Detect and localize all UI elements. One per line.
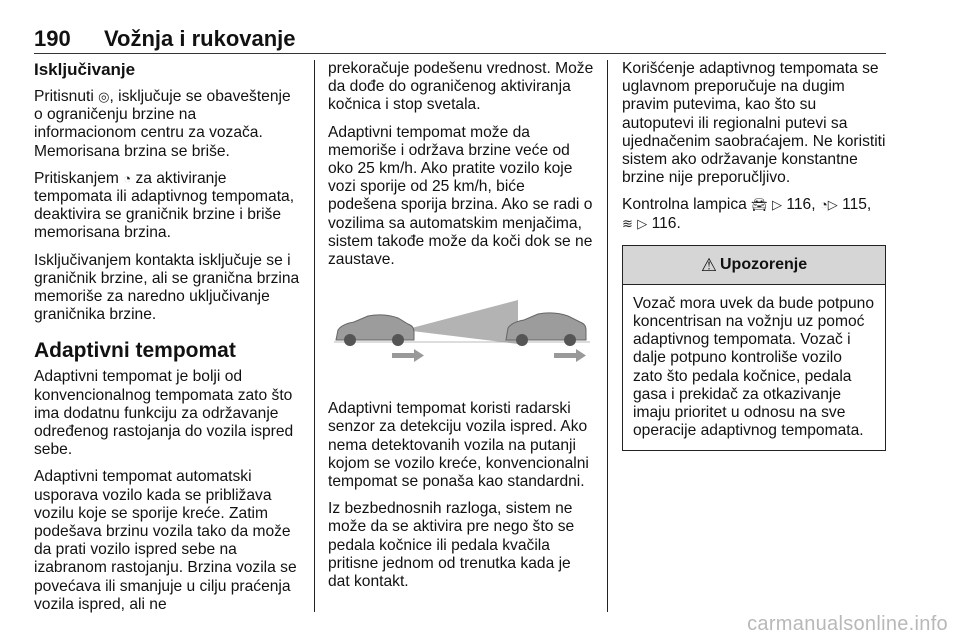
radar-illustration: [328, 278, 594, 386]
warning-title: Upozorenje: [720, 255, 808, 273]
text: 116.: [647, 214, 681, 232]
paragraph: [34, 88, 302, 161]
paragraph: Isključivanjem kontakta isključuje se i graničnik brzine, ali se granična brzina memoriše za naredno uključivanje graničnika brzine.: [34, 251, 300, 324]
paragraph: prekoračuje podešenu vrednost. Može da dođe do ograničenog aktiviranja kočnica i stop svetala.: [328, 60, 594, 114]
page-number: 190: [34, 26, 71, 51]
paragraph: [34, 170, 302, 243]
paragraph: Adaptivni tempomat automatski usporava vozilo kada se približava vozilu koje se sporije kreće. Zatim podešava brzinu vozila tako da može da prati vozilo ispred sebe na izabranom rastojanju. Brzina vozila se povećava ili smanjuje u cilju praćenja vozila ispred, ali ne: [34, 468, 297, 613]
warning-box: [622, 245, 886, 452]
text: Pritisnuti: [34, 88, 99, 105]
column-divider: [607, 60, 608, 612]
column-1: [34, 60, 302, 623]
text: 116,: [782, 196, 820, 214]
text: Kontrolna lampica: [622, 196, 752, 214]
cruise-control-icon: ◔: [819, 197, 828, 213]
text: 115,: [837, 196, 872, 214]
page-reference-icon: ▷: [827, 197, 838, 213]
paragraph: Korišćenje adaptivnog tempomata se uglavnom preporučuje na dugim pravim putevima, kao što su autoputevi ili regionalni putevi sa ujednačenim saobraćajem. Ne koristiti sistem ako održavanje konstantne brzine nije preporučljivo.: [622, 60, 886, 187]
header-divider: [34, 53, 886, 54]
warning-header: [623, 246, 885, 285]
adaptive-cruise-icon: ≋: [622, 215, 633, 231]
car-ahead-icon: 🚘︎: [751, 197, 768, 213]
subheading-deactivation: Isključivanje: [34, 60, 136, 79]
watermark: carmanualsonline.info: [747, 613, 948, 635]
page-reference-icon: ▷: [772, 197, 783, 213]
section-title: Adaptivni tempomat: [34, 339, 236, 363]
chapter-title: Vožnja i rukovanje: [104, 26, 296, 51]
paragraph: Adaptivni tempomat koristi radarski senzor za detekciju vozila ispred. Ako nema detektovanih vozila na putanji kojom se vozilo kreće, konvencionalni tempomat se ponaša kao standardni.: [328, 400, 589, 491]
page-header: [34, 26, 886, 52]
paragraph: Adaptivni tempomat može da memoriše i održava brzine veće od oko 25 km/h. Ako pratite vozilo koje vozi sporije od 25 km/h, biće podešena sporija brzina. Ako se radi o vozilima sa automatskim menjačima, sistem takođe može da koči dok se ne zaustave.: [328, 123, 593, 269]
warning-text: Vozač mora uvek da bude potpuno koncentrisan na vožnju uz pomoć adaptivnog tempomata. Vozač i dalje potpuno kontroliše vozilo zato što pedala kočnice, pedala gasa i prekidač za otkazivanje imaju prioritet u odnosu na sve operacije adaptivnog tempomata.: [633, 294, 875, 440]
warning-triangle-icon: ⚠: [700, 254, 717, 275]
paragraph: [622, 196, 886, 232]
paragraph: Adaptivni tempomat je bolji od konvencionalnog tempomata zato što ima dodatnu funkciju za održavanje određenog rastojanja do vozila ispred sebe.: [34, 368, 294, 459]
page-reference-icon: ▷: [637, 215, 648, 231]
text: , isključuje se obaveštenje o ograničenju brzine na informacionom centru za vozača. Memorisana brzina se briše.: [34, 88, 291, 160]
column-2: [328, 60, 594, 600]
speed-limiter-icon: ◎: [98, 89, 110, 104]
paragraph: Iz bezbednosnih razloga, sistem ne može da se aktivira pre nego što se pedala kočnice ili pedala kvačila pritisne jednom od trenutka kada je dat kontakt.: [328, 500, 575, 591]
text: Pritiskanjem: [34, 169, 124, 187]
column-divider: [314, 60, 315, 612]
text: za aktiviranje tempomata ili adaptivnog tempomata, deaktivira se graničnik brzine i briše memorisana brzina.: [34, 169, 295, 242]
cruise-control-icon: ◔: [123, 170, 132, 186]
column-3: [622, 60, 886, 451]
